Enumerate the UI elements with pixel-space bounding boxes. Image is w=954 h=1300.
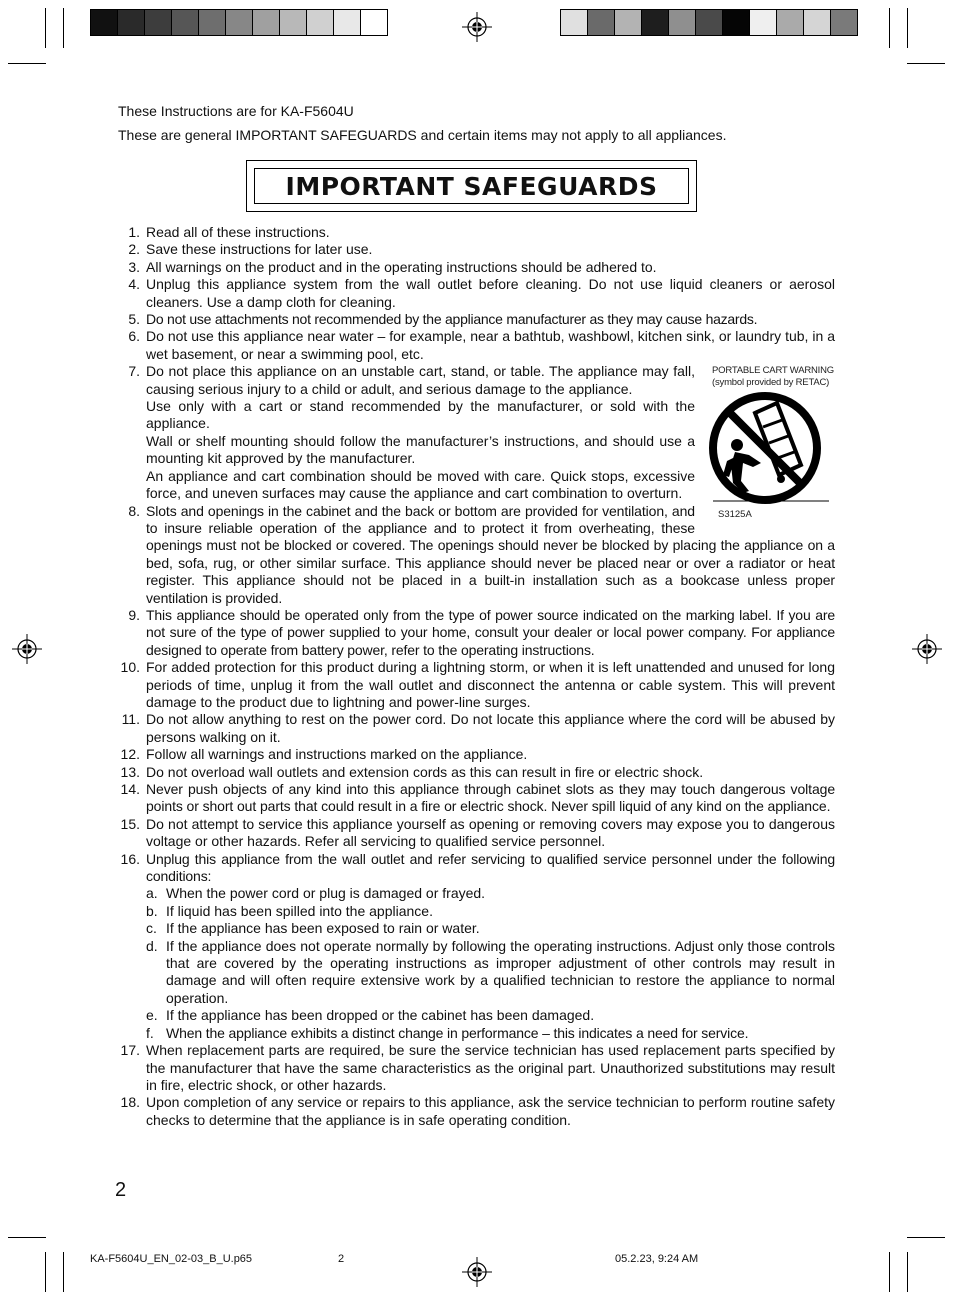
sub-item-text: If liquid has been spilled into the appliance. (166, 902, 433, 919)
item-number: 6. (128, 328, 140, 345)
item-number: 5. (128, 311, 140, 328)
item-text: Upon completion of any service or repairs to this appliance, ask the service technician to perform routine safety checks to determine that the appliance is in safe operating condition. (146, 1094, 835, 1128)
registration-mark-icon (462, 12, 492, 42)
sub-list-item (110, 938, 835, 1008)
item-number: 9. (128, 606, 140, 623)
grayscale-color-bar-left (90, 9, 388, 36)
item-text: Unplug this appliance system from the wall outlet before cleaning. Do not use liquid cleaners or aerosol cleaners. Use a damp cloth for cleaning. (146, 276, 835, 310)
crop-mark (63, 8, 64, 48)
footer-timestamp: 05.2.23, 9:24 AM (615, 1253, 699, 1265)
color-swatch (118, 10, 145, 35)
sub-list-item (110, 903, 835, 920)
grayscale-color-bar-right (560, 9, 858, 36)
cart-tip-over-warning-icon (705, 391, 835, 509)
safeguards-list (110, 224, 835, 1129)
color-swatch (91, 10, 118, 35)
list-item (110, 659, 835, 711)
item-number: 16. (120, 850, 140, 867)
list-item (110, 746, 835, 763)
color-swatch (696, 10, 723, 35)
item-number: 13. (120, 763, 140, 780)
sub-item-letter: b. (146, 902, 158, 919)
color-swatch (199, 10, 226, 35)
intro-general-line: These are general IMPORTANT SAFEGUARDS and certain items may not apply to all appliances. (118, 127, 727, 143)
crop-mark (45, 1252, 46, 1292)
color-swatch (804, 10, 831, 35)
item-text: Do not allow anything to rest on the power cord. Do not locate this appliance where the cord will be abused by persons walking on it. (146, 711, 835, 745)
color-swatch (253, 10, 280, 35)
list-item (110, 363, 835, 521)
crop-mark (63, 1252, 64, 1292)
color-swatch (615, 10, 642, 35)
list-item (110, 781, 835, 816)
crop-mark (889, 8, 890, 48)
color-swatch (307, 10, 334, 35)
item-number: 10. (120, 659, 140, 676)
crop-mark (907, 1237, 945, 1238)
color-swatch (750, 10, 777, 35)
color-swatch (723, 10, 750, 35)
list-item (110, 259, 835, 276)
page-number: 2 (115, 1179, 127, 1201)
sub-list-item (110, 920, 835, 937)
registration-mark-icon (462, 1257, 492, 1287)
item-text-paragraph: An appliance and cart combination should be moved with care. Quick stops, excessive force, and uneven surfaces may cause the appliance and cart combination to overturn. (146, 467, 695, 502)
color-swatch (361, 10, 387, 35)
list-item (110, 276, 835, 311)
item-number: 2. (128, 241, 140, 258)
list-item (110, 711, 835, 746)
color-swatch (642, 10, 669, 35)
item-text: Save these instructions for later use. (146, 241, 373, 258)
item-number: 17. (120, 1042, 140, 1059)
list-item (110, 241, 835, 258)
sub-item-letter: e. (146, 1007, 158, 1024)
list-item (110, 607, 835, 659)
item-text: All warnings on the product and in the operating instructions should be adhered to. (146, 258, 657, 275)
color-swatch (172, 10, 199, 35)
item-number: 4. (128, 276, 140, 293)
sub-item-text: If the appliance has been dropped or the cabinet has been damaged. (166, 1007, 595, 1024)
sub-item-letter: a. (146, 885, 158, 902)
title-inner-frame (254, 168, 689, 204)
color-swatch (831, 10, 857, 35)
item-number: 18. (120, 1094, 140, 1111)
item-text: When replacement parts are required, be sure the service technician has used replacement parts specified by the manufacturer that have the same characteristics as the original part. Unauthorized substitutions may result in fire, electric shock, or other hazards. (146, 1042, 835, 1093)
item-text: Unplug this appliance from the wall outlet and refer servicing to qualified service personnel under the following conditions: (146, 850, 835, 885)
footer-filename: KA-F5604U_EN_02-03_B_U.p65 (90, 1253, 253, 1265)
item-text: Follow all warnings and instructions marked on the appliance. (146, 746, 528, 763)
item-text-paragraph: Use only with a cart or stand recommended by the manufacturer, or sold with the appliance. (146, 398, 695, 432)
item-text: Do not use this appliance near water – for example, near a bathtub, washbowl, kitchen sink, or laundry tub, in a wet basement, or near a swimming pool, etc. (146, 328, 835, 362)
item-text: Do not attempt to service this appliance yourself as opening or removing covers may expose you to dangerous voltage or other hazards. Refer all servicing to qualified service personnel. (146, 815, 835, 850)
list-item (110, 764, 835, 781)
item-number: 11. (121, 711, 140, 728)
figure-caption (712, 365, 834, 389)
item-number: 14. (120, 781, 140, 797)
sub-item-letter: c. (146, 920, 157, 937)
item-text: This appliance should be operated only from the type of power source indicated on the marking label. If you are not sure of the type of power supplied to your home, consult your dealer or local power company. For appliance designed to operate from battery power, refer to the operating instructions. (146, 606, 835, 658)
crop-mark (8, 1237, 46, 1238)
figure-code: S3125A (718, 509, 752, 521)
sub-item-letter: f. (146, 1024, 154, 1041)
figure-caption-title: PORTABLE CART WARNING (712, 365, 834, 377)
color-swatch (226, 10, 253, 35)
item-text: Read all of these instructions. (146, 224, 330, 240)
item-text: Do not overload wall outlets and extension cords as this can result in fire or electric shock. (146, 763, 704, 780)
list-item (110, 224, 835, 241)
color-swatch (280, 10, 307, 35)
sub-list-item (110, 885, 835, 902)
item-number: 8. (128, 502, 140, 519)
title-box (246, 160, 697, 212)
color-swatch (334, 10, 361, 35)
color-swatch (561, 10, 588, 35)
list-item (110, 816, 835, 851)
crop-mark (45, 8, 46, 48)
sub-list-item (110, 1007, 835, 1024)
list-item (110, 1042, 835, 1094)
item-text: Do not use attachments not recommended by the appliance manufacturer as they may cause hazards. (146, 311, 758, 328)
registration-mark-icon (12, 634, 42, 664)
item-text: Never push objects of any kind into this appliance through cabinet slots as they may touch dangerous voltage points or short out parts that could result in a fire or electric shock. Never spill liquid of any kind on the appliance. (146, 781, 835, 815)
color-swatch (145, 10, 172, 35)
crop-mark (907, 1252, 908, 1292)
registration-mark-icon (912, 634, 942, 664)
item-number: 1. (128, 224, 140, 240)
item-text: Slots and openings in the cabinet and the back or bottom are provided for ventilation, and to insure reliable operation of the appliance and to protect it from overheating, these openings must not be blocked or covered. The openings should never be blocked by placing the appliance on a bed, sofa, rug, or other similar surface. This appliance should never be placed near or over a radiator or heat register. This appliance should not be placed in a built-in installation such as a bookcase unless proper ventilation is provided. (146, 502, 835, 606)
color-swatch (777, 10, 804, 35)
page-title: IMPORTANT SAFEGUARDS (285, 171, 658, 201)
item-text-paragraph: Do not place this appliance on an unstable cart, stand, or table. The appliance may fall, causing serious injury to a child or adult, and serious damage to the appliance. (146, 363, 695, 397)
crop-mark (907, 63, 945, 64)
list-item (110, 311, 835, 328)
crop-mark (907, 8, 908, 48)
sub-item-text: When the appliance exhibits a distinct change in performance – this indicates a need for service. (166, 1024, 749, 1041)
item-number: 12. (120, 746, 140, 763)
footer-page: 2 (338, 1253, 345, 1265)
list-item (110, 503, 835, 607)
color-swatch (669, 10, 696, 35)
list-item (110, 1094, 835, 1129)
item-text-paragraph: Wall or shelf mounting should follow the manufacturer’s instructions, and should use a mounting kit approved by the manufacturer. (146, 432, 695, 467)
sub-item-letter: d. (146, 937, 158, 954)
intro-model-line: These Instructions are for KA-F5604U (118, 103, 354, 119)
item-number: 3. (128, 258, 140, 275)
color-swatch (588, 10, 615, 35)
sub-item-text: If the appliance does not operate normally by following the operating instructions. Adjust only those controls that are covered by the operating instructions as improper adjustment of other controls may result in damage and will often require extensive work by a qualified technician to restore the appliance to normal operation. (166, 937, 835, 1006)
item-number: 15. (120, 815, 140, 832)
crop-mark (8, 63, 46, 64)
sub-item-text: When the power cord or plug is damaged or frayed. (166, 885, 486, 902)
item-text: For added protection for this product during a lightning storm, or when it is left unattended and unused for long periods of time, unplug it from the wall outlet and disconnect the antenna or cable system. This will prevent damage to the product due to lightning and power-line surges. (146, 659, 835, 710)
list-item (110, 851, 835, 886)
item-number: 7. (128, 363, 140, 380)
crop-mark (889, 1252, 890, 1292)
figure-caption-source: (symbol provided by RETAC) (712, 377, 830, 389)
sub-list-item (110, 1025, 835, 1042)
list-item (110, 328, 835, 363)
sub-item-text: If the appliance has been exposed to rain or water. (166, 920, 480, 937)
